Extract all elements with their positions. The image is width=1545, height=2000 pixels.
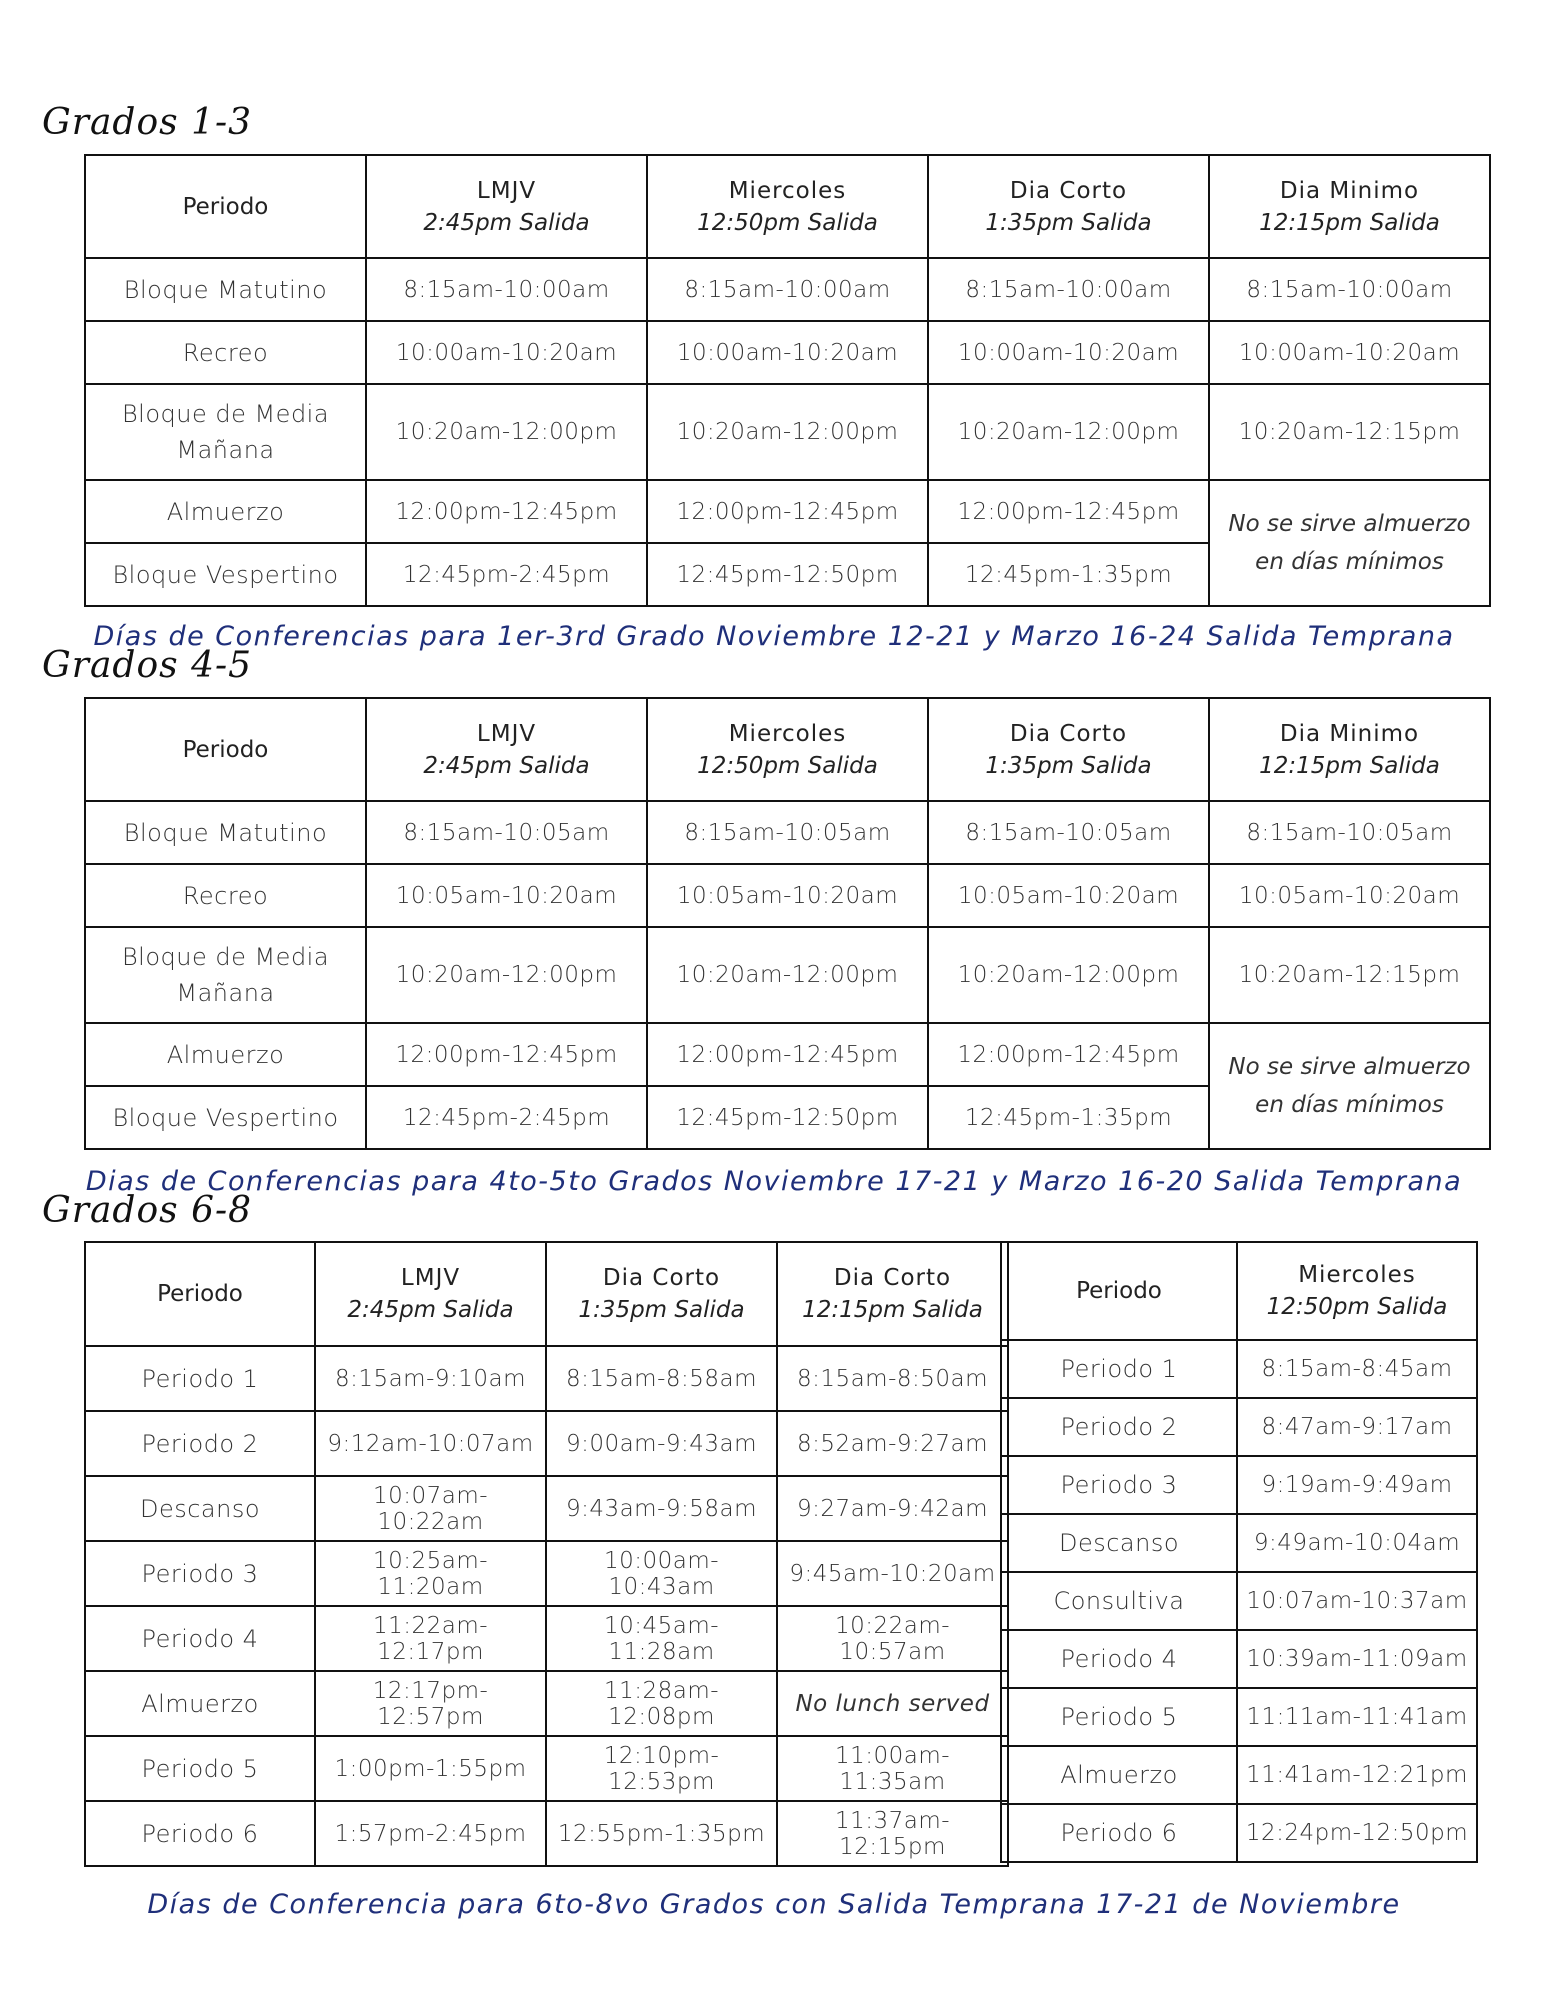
header-lmjv: LMJV 2:45pm Salida [366, 698, 647, 801]
row-label: Periodo 3 [85, 1541, 315, 1606]
time-cell: 1:00pm-1:55pm [315, 1736, 546, 1801]
time-cell: 12:00pm-12:45pm [928, 1023, 1209, 1086]
time-cell: 8:47am-9:17am [1237, 1398, 1477, 1456]
header-periodo: Periodo [85, 155, 366, 258]
row-label: Periodo 5 [85, 1736, 315, 1801]
time-cell: 10:00am-10:20am [647, 321, 928, 384]
time-cell: 10:05am-10:20am [928, 864, 1209, 927]
time-cell: 12:00pm-12:45pm [366, 480, 647, 543]
schedule-table-grados-6-8 [84, 1241, 1009, 1867]
time-cell: 10:25am-11:20am [315, 1541, 546, 1606]
row-label: Periodo 6 [1001, 1804, 1237, 1862]
row-label: Almuerzo [85, 480, 366, 543]
row-label: Bloque de Media Mañana [85, 384, 366, 480]
time-cell: 11:37am-12:15pm [777, 1801, 1008, 1866]
row-label: Periodo 2 [85, 1411, 315, 1476]
time-cell: 10:00am-10:20am [928, 321, 1209, 384]
time-cell: 10:00am-10:20am [366, 321, 647, 384]
header-dia-minimo: Dia Minimo 12:15pm Salida [1209, 155, 1490, 258]
time-cell: 8:15am-10:00am [366, 258, 647, 321]
time-cell: 9:49am-10:04am [1237, 1514, 1477, 1572]
time-cell: 10:20am-12:00pm [366, 384, 647, 480]
time-cell: 8:15am-10:00am [647, 258, 928, 321]
time-cell: 12:45pm-2:45pm [366, 1086, 647, 1149]
header-dia-corto: Dia Corto 1:35pm Salida [546, 1242, 777, 1346]
time-cell: 12:00pm-12:45pm [366, 1023, 647, 1086]
time-cell: 12:24pm-12:50pm [1237, 1804, 1477, 1862]
time-cell: 10:05am-10:20am [366, 864, 647, 927]
time-cell: 12:17pm-12:57pm [315, 1671, 546, 1736]
row-label: Recreo [85, 321, 366, 384]
header-periodo: Periodo [85, 698, 366, 801]
row-label: Periodo 3 [1001, 1456, 1237, 1514]
time-cell: 10:20am-12:00pm [647, 384, 928, 480]
time-cell: 9:27am-9:42am [777, 1476, 1008, 1541]
time-cell: 10:20am-12:00pm [928, 927, 1209, 1023]
conference-note: Dias de Conferencias para 4to-5to Grados Noviembre 17-21 y Marzo 16-20 Salida Temprana [85, 1166, 1463, 1197]
header-lmjv: LMJV 2:45pm Salida [366, 155, 647, 258]
time-cell: 12:55pm-1:35pm [546, 1801, 777, 1866]
time-cell: 11:28am-12:08pm [546, 1671, 777, 1736]
time-cell: 9:45am-10:20am [777, 1541, 1008, 1606]
row-label: Consultiva [1001, 1572, 1237, 1630]
schedule-table-miercoles-6-8 [1000, 1241, 1478, 1863]
row-label: Descanso [85, 1476, 315, 1541]
time-cell: 11:11am-11:41am [1237, 1688, 1477, 1746]
time-cell: 11:00am-11:35am [777, 1736, 1008, 1801]
row-label: Periodo 4 [85, 1606, 315, 1671]
time-cell: 8:15am-10:05am [647, 801, 928, 864]
time-cell: 12:45pm-12:50pm [647, 1086, 928, 1149]
no-lunch-note: No se sirve almuerzo en días mínimos [1209, 480, 1490, 606]
time-cell: 12:45pm-1:35pm [928, 543, 1209, 606]
time-cell: 10:00am-10:20am [1209, 321, 1490, 384]
conference-note: Días de Conferencia para 6to-8vo Grados con Salida Temprana 17-21 de Noviembre [147, 1889, 1401, 1920]
time-cell: 12:00pm-12:45pm [647, 1023, 928, 1086]
no-lunch-served: No lunch served [777, 1671, 1008, 1736]
header-dia-corto-2: Dia Corto 12:15pm Salida [777, 1242, 1008, 1346]
header-miercoles: Miercoles 12:50pm Salida [647, 155, 928, 258]
conference-note: Días de Conferencias para 1er-3rd Grado Noviembre 12-21 y Marzo 16-24 Salida Temprana [93, 621, 1455, 652]
time-cell: 8:15am-9:10am [315, 1346, 546, 1411]
time-cell: 12:10pm-12:53pm [546, 1736, 777, 1801]
time-cell: 8:15am-10:00am [928, 258, 1209, 321]
time-cell: 11:22am-12:17pm [315, 1606, 546, 1671]
time-cell: 12:00pm-12:45pm [647, 480, 928, 543]
row-label: Bloque Vespertino [85, 543, 366, 606]
time-cell: 10:05am-10:20am [1209, 864, 1490, 927]
time-cell: 8:15am-10:05am [1209, 801, 1490, 864]
time-cell: 8:15am-8:58am [546, 1346, 777, 1411]
time-cell: 10:22am-10:57am [777, 1606, 1008, 1671]
time-cell: 9:43am-9:58am [546, 1476, 777, 1541]
row-label: Periodo 4 [1001, 1630, 1237, 1688]
section-title-grados-6-8: Grados 6-8 [42, 1190, 253, 1231]
header-miercoles: Miercoles 12:50pm Salida [647, 698, 928, 801]
row-label: Bloque Matutino [85, 258, 366, 321]
header-miercoles: Miercoles 12:50pm Salida [1237, 1242, 1477, 1340]
time-cell: 10:05am-10:20am [647, 864, 928, 927]
schedule-table-grados-4-5 [84, 697, 1491, 1150]
time-cell: 8:15am-10:05am [928, 801, 1209, 864]
time-cell: 10:39am-11:09am [1237, 1630, 1477, 1688]
time-cell: 8:52am-9:27am [777, 1411, 1008, 1476]
row-label: Descanso [1001, 1514, 1237, 1572]
time-cell: 10:07am-10:37am [1237, 1572, 1477, 1630]
schedule-table-grados-1-3 [84, 154, 1491, 607]
time-cell: 8:15am-10:00am [1209, 258, 1490, 321]
row-label: Almuerzo [1001, 1746, 1237, 1804]
time-cell: 1:57pm-2:45pm [315, 1801, 546, 1866]
row-label: Bloque de Media Mañana [85, 927, 366, 1023]
time-cell: 10:07am-10:22am [315, 1476, 546, 1541]
time-cell: 11:41am-12:21pm [1237, 1746, 1477, 1804]
row-label: Periodo 6 [85, 1801, 315, 1866]
header-periodo: Periodo [85, 1242, 315, 1346]
time-cell: 10:20am-12:00pm [647, 927, 928, 1023]
header-dia-corto: Dia Corto 1:35pm Salida [928, 698, 1209, 801]
row-label: Bloque Matutino [85, 801, 366, 864]
header-dia-minimo: Dia Minimo 12:15pm Salida [1209, 698, 1490, 801]
row-label: Periodo 1 [1001, 1340, 1237, 1398]
time-cell: 8:15am-10:05am [366, 801, 647, 864]
time-cell: 8:15am-8:50am [777, 1346, 1008, 1411]
header-lmjv: LMJV 2:45pm Salida [315, 1242, 546, 1346]
no-lunch-note: No se sirve almuerzo en días mínimos [1209, 1023, 1490, 1149]
time-cell: 12:45pm-2:45pm [366, 543, 647, 606]
time-cell: 10:20am-12:00pm [928, 384, 1209, 480]
row-label: Almuerzo [85, 1023, 366, 1086]
time-cell: 9:00am-9:43am [546, 1411, 777, 1476]
time-cell: 10:20am-12:15pm [1209, 384, 1490, 480]
time-cell: 10:20am-12:00pm [366, 927, 647, 1023]
header-periodo: Periodo [1001, 1242, 1237, 1340]
row-label: Recreo [85, 864, 366, 927]
row-label: Periodo 1 [85, 1346, 315, 1411]
time-cell: 10:00am-10:43am [546, 1541, 777, 1606]
time-cell: 10:45am-11:28am [546, 1606, 777, 1671]
time-cell: 10:20am-12:15pm [1209, 927, 1490, 1023]
time-cell: 8:15am-8:45am [1237, 1340, 1477, 1398]
time-cell: 12:45pm-1:35pm [928, 1086, 1209, 1149]
time-cell: 12:45pm-12:50pm [647, 543, 928, 606]
row-label: Almuerzo [85, 1671, 315, 1736]
section-title-grados-4-5: Grados 4-5 [42, 645, 253, 686]
header-dia-corto: Dia Corto 1:35pm Salida [928, 155, 1209, 258]
time-cell: 12:00pm-12:45pm [928, 480, 1209, 543]
row-label: Periodo 5 [1001, 1688, 1237, 1746]
row-label: Bloque Vespertino [85, 1086, 366, 1149]
time-cell: 9:19am-9:49am [1237, 1456, 1477, 1514]
section-title-grados-1-3: Grados 1-3 [42, 102, 253, 143]
time-cell: 9:12am-10:07am [315, 1411, 546, 1476]
row-label: Periodo 2 [1001, 1398, 1237, 1456]
